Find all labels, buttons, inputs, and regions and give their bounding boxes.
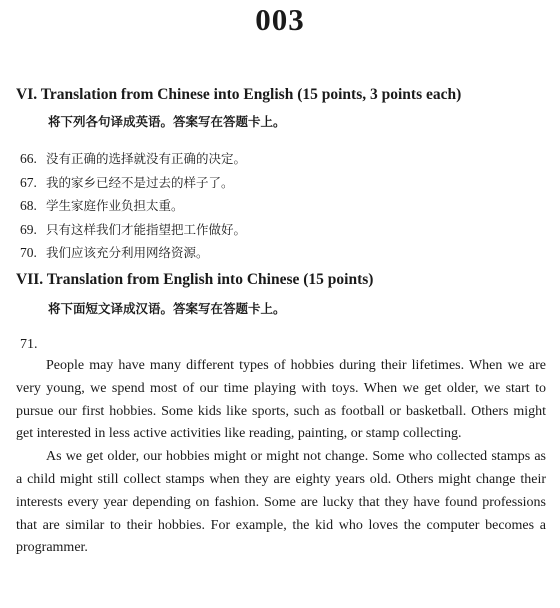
translation-passage [16, 355, 546, 560]
passage-paragraph: People may have many different types of hobbies during their lifetimes. When we are very young, we spend most of our time playing with toys. When we get older, we start to pursue our first hobbies. Some kids like sports, such as football or basketball. Others might get interested in less active activities like reading, painting, or stamp collecting. [16, 358, 546, 442]
passage-paragraph: As we get older, our hobbies might or might not change. Some who collected stamps as a child might still collect stamps when they are eighty years old. Others might change their interests every year depending on fashion. Some are lucky that they have found professions that are similar to their hobbies. For example, the kid who loves the computer becomes a programmer. [16, 449, 546, 556]
question-item-66 [20, 147, 246, 171]
section-vii-instruction: 将下面短文译成汉语。答案写在答题卡上。 [48, 301, 286, 316]
question-text: 只有这样我们才能指望把工作做好。 [46, 221, 247, 237]
question-text: 学生家庭作业负担太重。 [46, 198, 184, 214]
question-list [20, 147, 246, 265]
question-item-68 [20, 194, 246, 218]
question-text: 我的家乡已经不是过去的样子了。 [46, 174, 234, 190]
question-item-67 [20, 171, 246, 195]
question-number: 69. [20, 221, 37, 237]
question-number: 67. [20, 174, 37, 190]
question-number: 66. [20, 151, 37, 166]
question-item-69 [20, 218, 246, 242]
question-text: 我们应该充分利用网络资源。 [46, 245, 209, 261]
page-number: 003 [255, 2, 305, 37]
question-item-70 [20, 241, 246, 265]
question-number: 68. [20, 198, 37, 214]
question-text: 没有正确的选择就没有正确的决定。 [46, 151, 247, 166]
question-number: 70. [20, 245, 37, 261]
section-vi-instruction: 将下列各句译成英语。答案写在答题卡上。 [48, 114, 286, 129]
section-vi-heading: VI. Translation from Chinese into English (15 points, 3 points each) [16, 86, 462, 103]
passage-number: 71. [20, 337, 38, 352]
section-vii-heading: VII. Translation from English into Chinese (15 points) [16, 271, 374, 288]
